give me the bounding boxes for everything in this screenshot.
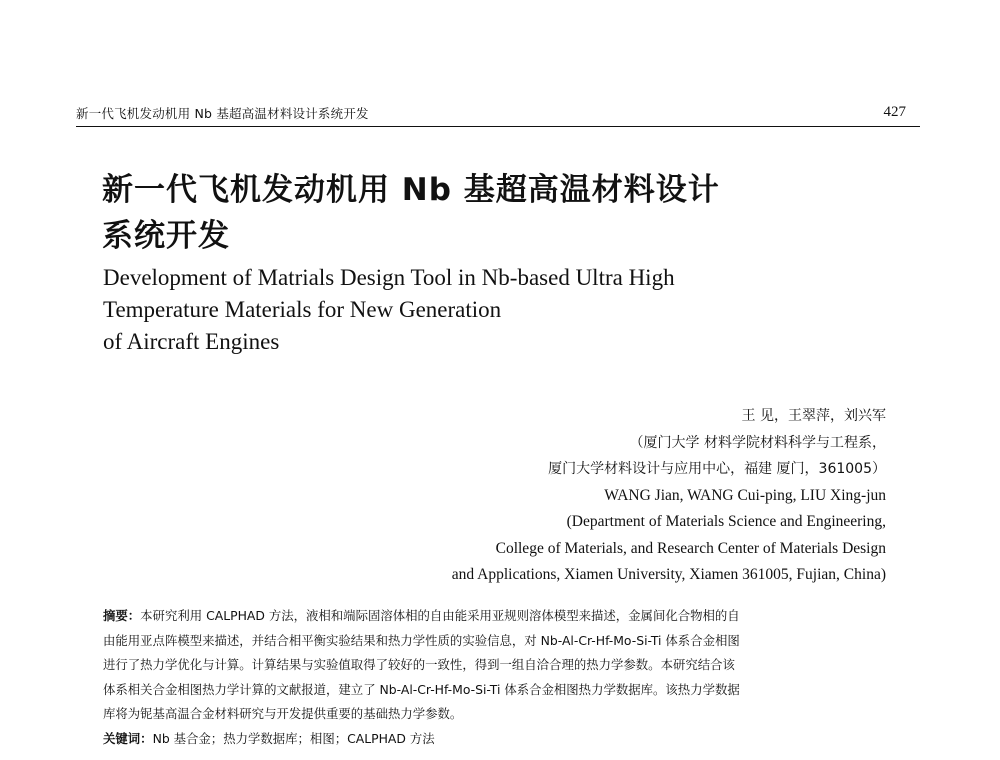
abstract-line: 进行了热力学优化与计算。计算结果与实验值取得了较好的一致性，得到一组自洽合理的热力学参数。本研究结合该: [103, 657, 735, 672]
author-block: [186, 403, 886, 589]
chinese-title-line: 系统开发: [102, 218, 230, 254]
header-divider: [76, 126, 920, 127]
abstract-text: 本研究利用 CALPHAD 方法，液相和端际固溶体相的自由能采用亚规则溶体模型来描述，金属间化合物相的自: [140, 608, 740, 623]
chinese-title: [102, 167, 922, 259]
abstract-line: 库将为铌基高温合金材料研究与开发提供重要的基础热力学参数。: [103, 706, 463, 721]
abstract-line: 体系相关合金相图热力学计算的文献报道，建立了 Nb-Al-Cr-Hf-Mo-Si-Ti 体系合金相图热力学数据库。该热力学数据: [103, 681, 740, 697]
author-names-en: WANG Jian, WANG Cui-ping, LIU Xing-jun: [604, 486, 886, 504]
english-title-line: Development of Matrials Design Tool in Nb-based Ultra High: [103, 265, 675, 290]
keywords-label: 关键词：: [103, 730, 153, 746]
abstract: [103, 604, 889, 751]
chinese-title-line: 新一代飞机发动机用 Nb 基超高温材料设计: [102, 172, 720, 208]
affiliation-en-line: (Department of Materials Science and Engineering,: [566, 513, 886, 530]
running-title: 新一代飞机发动机用 Nb 基超高温材料设计系统开发: [76, 106, 369, 121]
abstract-line: [103, 604, 889, 629]
keywords-line: [103, 727, 889, 752]
english-title-line: of Aircraft Engines: [103, 329, 280, 354]
affiliation-en-line: and Applications, Xiamen University, Xiamen 361005, Fujian, China): [451, 566, 886, 583]
page-number: 427: [883, 104, 906, 120]
affiliation-en-line: College of Materials, and Research Center of Materials Design: [495, 539, 886, 557]
abstract-label: 摘要：: [103, 608, 141, 623]
english-title: [103, 262, 923, 358]
affiliation-cn-line: 厦门大学材料设计与应用中心，福建 厦门，361005）: [548, 461, 886, 477]
author-names-cn: 王 见，王翠萍，刘兴军: [741, 408, 886, 424]
keywords-text: Nb 基合金；热力学数据库；相图；CALPHAD 方法: [152, 730, 435, 746]
affiliation-cn-line: （厦门大学 材料学院材料科学与工程系，: [629, 434, 886, 451]
english-title-line: Temperature Materials for New Generation: [103, 297, 502, 322]
running-header: [76, 104, 906, 126]
abstract-line: 由能用亚点阵模型来描述，并结合相平衡实验结果和热力学性质的实验信息，对 Nb-Al-Cr-Hf-Mo-Si-Ti 体系合金相图: [103, 632, 740, 648]
